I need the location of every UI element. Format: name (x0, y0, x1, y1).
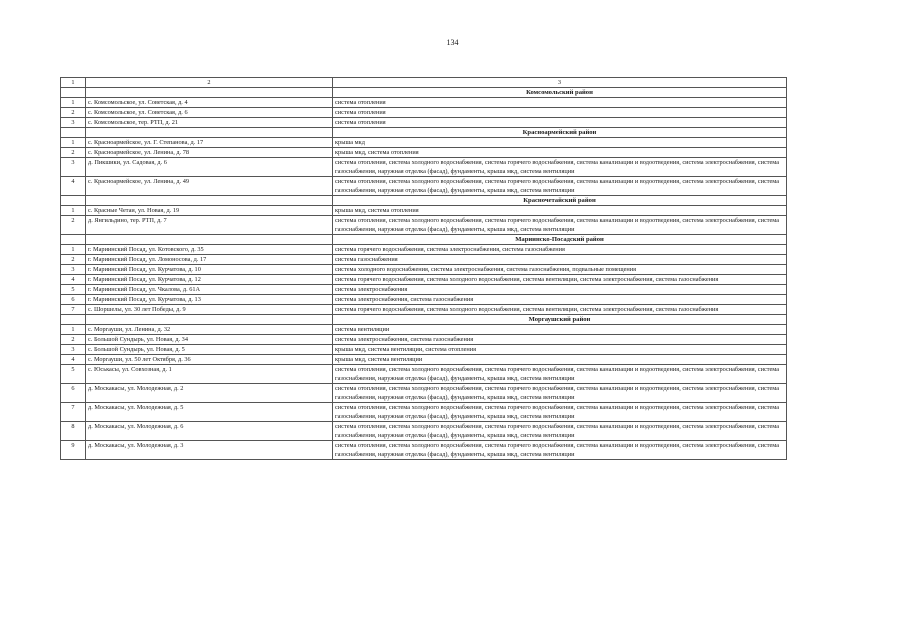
table-row (61, 355, 787, 365)
table-row (61, 265, 787, 275)
table-row (61, 335, 787, 345)
district-number-cell (61, 235, 86, 245)
row-number: 4 (61, 177, 86, 196)
table-row (61, 365, 787, 384)
row-number: 9 (61, 441, 86, 460)
district-name: Красноармейский район (333, 128, 787, 138)
row-works: система горячего водоснабжения, система холодного водоснабжения, система вентиляции, система электроснабжения, система газоснабжения (333, 305, 787, 315)
row-address: г. Мариинский Посад, ул. Чкалова, д. 61А (86, 285, 333, 295)
row-number: 2 (61, 216, 86, 235)
row-address: с. Комсомольское, тер. РТП, д. 21 (86, 118, 333, 128)
row-address: д. Москакасы, ул. Молодежная, д. 2 (86, 384, 333, 403)
page-number: 134 (446, 38, 459, 47)
row-number: 7 (61, 403, 86, 422)
row-number: 2 (61, 255, 86, 265)
table-row (61, 384, 787, 403)
district-name: Красночетайский район (333, 196, 787, 206)
row-number: 3 (61, 345, 86, 355)
row-number: 4 (61, 275, 86, 285)
row-works: система отопления, система холодного водоснабжения, система горячего водоснабжения, система канализации и водоотведения, система электроснабжения, система газоснабжения, наружная отделка (фасад), фундаменты, крыша мкд, система вентиляции (333, 158, 787, 177)
table-row (61, 295, 787, 305)
row-address: д. Москакасы, ул. Молодежная, д. 6 (86, 422, 333, 441)
table-row (61, 108, 787, 118)
row-address: с. Большой Сундырь, ул. Новая, д. 5 (86, 345, 333, 355)
district-name: Мариинско-Посадский район (333, 235, 787, 245)
row-address: с. Моргауши, ул. 50 лет Октября, д. 36 (86, 355, 333, 365)
district-name: Моргаушский район (333, 315, 787, 325)
row-number: 8 (61, 422, 86, 441)
row-address: г. Мариинский Посад, ул. Курчатова, д. 12 (86, 275, 333, 285)
table-row (61, 138, 787, 148)
row-works: крыша мкд, система отопления (333, 148, 787, 158)
row-works: система отопления (333, 98, 787, 108)
row-number: 2 (61, 148, 86, 158)
row-address: г. Мариинский Посад, ул. Курчатова, д. 13 (86, 295, 333, 305)
row-number: 2 (61, 108, 86, 118)
row-number: 4 (61, 355, 86, 365)
row-works: крыша мкд, система вентиляции (333, 355, 787, 365)
row-address: с. Красноармейское, ул. Ленина, д. 78 (86, 148, 333, 158)
row-address: с. Моргауши, ул. Ленина, д. 32 (86, 325, 333, 335)
district-address-cell (86, 315, 333, 325)
row-works: крыша мкд, система отопления (333, 206, 787, 216)
table-row (61, 345, 787, 355)
district-number-cell (61, 196, 86, 206)
district-address-cell (86, 196, 333, 206)
district-row (61, 88, 787, 98)
row-number: 3 (61, 265, 86, 275)
row-address: г. Мариинский Посад, ул. Ломоносова, д. 17 (86, 255, 333, 265)
row-works: система газоснабжения (333, 255, 787, 265)
row-number: 5 (61, 365, 86, 384)
table-row (61, 148, 787, 158)
repair-works-table (60, 77, 787, 460)
district-number-cell (61, 88, 86, 98)
row-works: система горячего водоснабжения, система электроснабжения, система газоснабжения (333, 245, 787, 255)
table-row (61, 177, 787, 196)
table-row (61, 255, 787, 265)
row-number: 6 (61, 384, 86, 403)
row-number: 2 (61, 335, 86, 345)
row-number: 3 (61, 158, 86, 177)
row-works: система электроснабжения, система газоснабжения (333, 295, 787, 305)
row-works: система горячего водоснабжения, система холодного водоснабжения, система вентиляции, система электроснабжения, система газоснабжения (333, 275, 787, 285)
row-number: 3 (61, 118, 86, 128)
district-address-cell (86, 128, 333, 138)
row-works: система отопления, система холодного водоснабжения, система горячего водоснабжения, система канализации и водоотведения, система электроснабжения, система газоснабжения, наружная отделка (фасад), фундаменты, крыша мкд, система вентиляции (333, 384, 787, 403)
district-address-cell (86, 235, 333, 245)
row-number: 1 (61, 245, 86, 255)
table-row (61, 422, 787, 441)
table-row (61, 285, 787, 295)
table-row (61, 98, 787, 108)
table-row (61, 441, 787, 460)
table-row (61, 403, 787, 422)
district-number-cell (61, 315, 86, 325)
table-row (61, 216, 787, 235)
district-row (61, 315, 787, 325)
table-row (61, 206, 787, 216)
table-row (61, 305, 787, 315)
district-row (61, 196, 787, 206)
row-address: г. Мариинский Посад, ул. Курчатова, д. 10 (86, 265, 333, 275)
row-works: система отопления (333, 118, 787, 128)
row-address: с. Комсомольское, ул. Советская, д. 4 (86, 98, 333, 108)
row-number: 1 (61, 98, 86, 108)
column-header-works: 3 (333, 78, 787, 88)
row-address: г. Мариинский Посад, ул. Котовского, д. 35 (86, 245, 333, 255)
row-works: система отопления, система холодного водоснабжения, система горячего водоснабжения, система канализации и водоотведения, система электроснабжения, система газоснабжения, наружная отделка (фасад), фундаменты, крыша мкд, система вентиляции (333, 422, 787, 441)
row-address: с. Большой Сундырь, ул. Новая, д. 34 (86, 335, 333, 345)
table-row (61, 158, 787, 177)
row-works: система вентиляции (333, 325, 787, 335)
row-works: система отопления, система холодного водоснабжения, система горячего водоснабжения, система канализации и водоотведения, система электроснабжения, система газоснабжения, наружная отделка (фасад), фундаменты, крыша мкд, система вентиляции (333, 177, 787, 196)
row-address: д. Янгильдино, тер. РТП, д. 7 (86, 216, 333, 235)
column-header-number: 1 (61, 78, 86, 88)
row-address: с. Красноармейское, ул. Г. Степанова, д. 17 (86, 138, 333, 148)
row-works: крыша мкд, система вентиляции, система отопления (333, 345, 787, 355)
district-row (61, 128, 787, 138)
table-row (61, 275, 787, 285)
row-address: д. Москакасы, ул. Молодежная, д. 3 (86, 441, 333, 460)
table-row (61, 118, 787, 128)
table-row (61, 325, 787, 335)
row-number: 6 (61, 295, 86, 305)
district-number-cell (61, 128, 86, 138)
row-number: 5 (61, 285, 86, 295)
row-works: система электроснабжения (333, 285, 787, 295)
row-works: система отопления, система холодного водоснабжения, система горячего водоснабжения, система канализации и водоотведения, система электроснабжения, система газоснабжения, наружная отделка (фасад), фундаменты, крыша мкд, система вентиляции (333, 403, 787, 422)
column-header-address: 2 (86, 78, 333, 88)
row-works: система отопления (333, 108, 787, 118)
row-address: с. Юськасы, ул. Совхозная, д. 1 (86, 365, 333, 384)
row-address: д. Москакасы, ул. Молодежная, д. 5 (86, 403, 333, 422)
row-number: 1 (61, 206, 86, 216)
row-address: с. Красноармейское, ул. Ленина, д. 49 (86, 177, 333, 196)
district-row (61, 235, 787, 245)
district-name: Комсомольский район (333, 88, 787, 98)
column-header-row (61, 78, 787, 88)
row-works: система отопления, система холодного водоснабжения, система горячего водоснабжения, система канализации и водоотведения, система электроснабжения, система газоснабжения, наружная отделка (фасад), фундаменты, крыша мкд, система вентиляции (333, 216, 787, 235)
row-address: с. Шоршелы, ул. 30 лет Победы, д. 9 (86, 305, 333, 315)
row-works: система холодного водоснабжения, система электроснабжения, система газоснабжения, подвальные помещения (333, 265, 787, 275)
table-row (61, 245, 787, 255)
row-works: система электроснабжения, система газоснабжения (333, 335, 787, 345)
row-works: система отопления, система холодного водоснабжения, система горячего водоснабжения, система канализации и водоотведения, система электроснабжения, система газоснабжения, наружная отделка (фасад), фундаменты, крыша мкд, система вентиляции (333, 441, 787, 460)
row-address: д. Пикшики, ул. Садовая, д. 6 (86, 158, 333, 177)
row-number: 7 (61, 305, 86, 315)
district-address-cell (86, 88, 333, 98)
row-works: крыша мкд (333, 138, 787, 148)
row-number: 1 (61, 138, 86, 148)
row-number: 1 (61, 325, 86, 335)
row-address: с. Комсомольское, ул. Советская, д. 6 (86, 108, 333, 118)
row-address: с. Красные Четаи, ул. Новая, д. 19 (86, 206, 333, 216)
row-works: система отопления, система холодного водоснабжения, система горячего водоснабжения, система канализации и водоотведения, система электроснабжения, система газоснабжения, наружная отделка (фасад), фундаменты, крыша мкд, система вентиляции (333, 365, 787, 384)
